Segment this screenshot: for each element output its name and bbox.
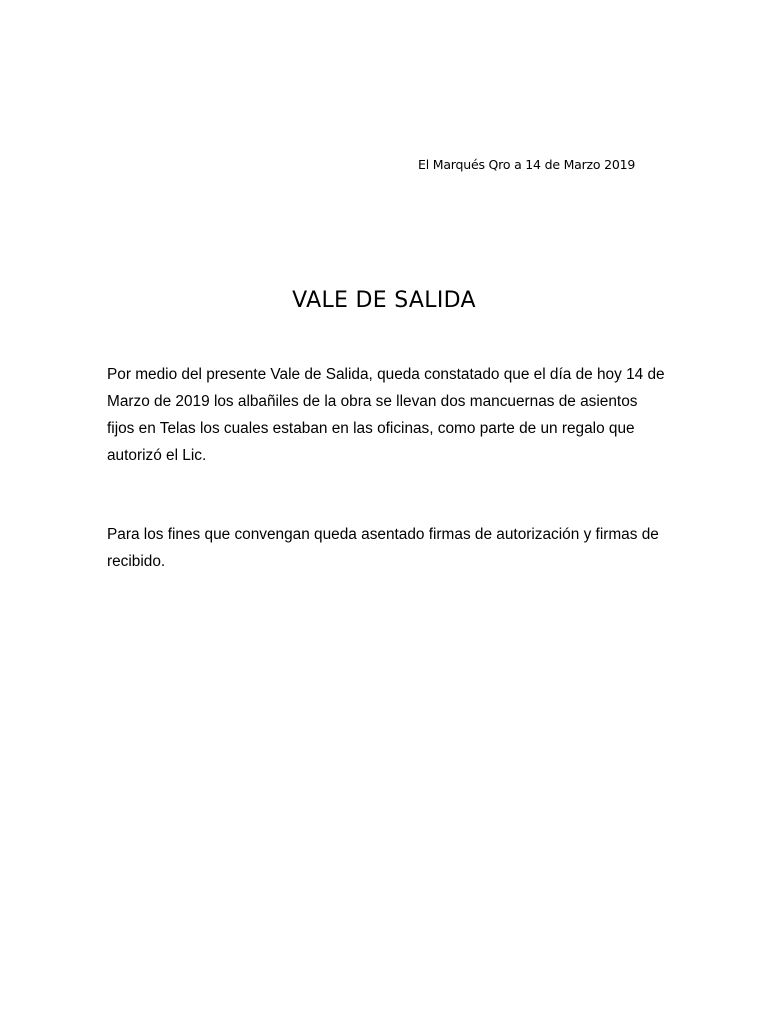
document-title: VALE DE SALIDA bbox=[292, 288, 476, 313]
date-line: El Marqués Qro a 14 de Marzo 2019 bbox=[418, 157, 636, 172]
body-paragraph-1: Por medio del presente Vale de Salida, queda constatado que el día de hoy 14 de Marzo de 2019 los albañiles de la obra se llevan dos mancuernas de asientos fijos en Telas los cuales estaban en las oficinas, como parte de un regalo que autorizó el Lic. bbox=[107, 366, 665, 464]
body-paragraph-2: Para los fines que convengan queda asentado firmas de autorización y firmas de recibido. bbox=[107, 526, 659, 570]
